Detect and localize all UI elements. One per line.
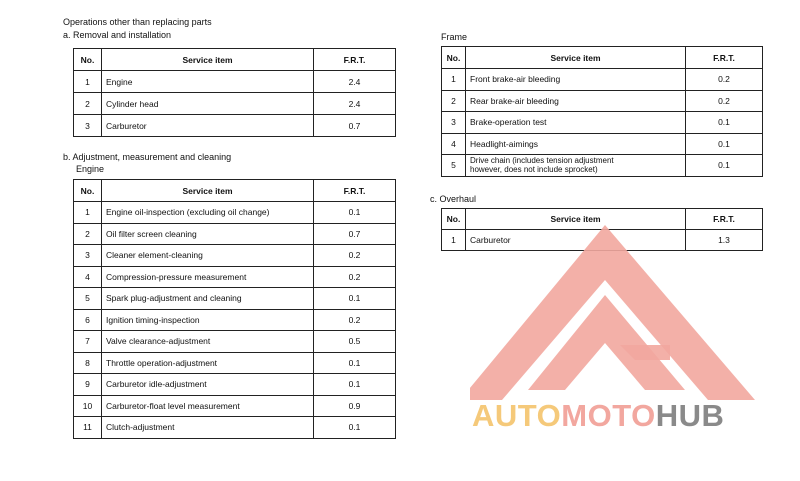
table-row [74, 352, 396, 374]
frt-value: 0.2 [314, 309, 396, 331]
table-row [442, 155, 763, 177]
frt-value: 0.9 [314, 395, 396, 417]
service-item: Engine [102, 71, 314, 93]
logo-triangle-shape [470, 225, 755, 400]
table-row [442, 112, 763, 134]
row-number: 3 [74, 245, 102, 267]
frt-value: 0.1 [686, 112, 763, 134]
row-number: 5 [442, 155, 466, 177]
frt-value: 0.2 [686, 90, 763, 112]
frt-value: 0.1 [314, 352, 396, 374]
row-number: 6 [74, 309, 102, 331]
page-heading: Operations other than replacing parts [63, 17, 212, 27]
service-item: Throttle operation-adjustment [102, 352, 314, 374]
column-header-frt: F.R.T. [314, 180, 396, 202]
frt-value: 2.4 [314, 93, 396, 115]
table-row [74, 288, 396, 310]
row-number: 8 [74, 352, 102, 374]
table-row [74, 417, 396, 439]
frt-value: 1.3 [686, 230, 763, 251]
column-header-service-item: Service item [466, 47, 686, 69]
row-number: 1 [74, 202, 102, 224]
table-row [74, 71, 396, 93]
frt-value: 0.2 [314, 266, 396, 288]
column-header-service-item: Service item [102, 180, 314, 202]
frt-value: 0.2 [686, 69, 763, 91]
frame-title: Frame [441, 32, 468, 42]
removal-installation-table [73, 48, 396, 137]
frt-value: 0.7 [314, 223, 396, 245]
frt-value: 0.1 [686, 133, 763, 155]
row-number: 1 [442, 69, 466, 91]
service-item: Carburetor idle-adjustment [102, 374, 314, 396]
column-header-frt: F.R.T. [686, 209, 763, 230]
watermark-hub: HUB [655, 398, 725, 433]
frt-value: 0.1 [314, 202, 396, 224]
table-row [74, 245, 396, 267]
column-header-service-item: Service item [102, 49, 314, 71]
table-row [442, 133, 763, 155]
frt-value: 2.4 [314, 71, 396, 93]
column-header-no: No. [442, 47, 466, 69]
row-number: 5 [74, 288, 102, 310]
section-a-title: a. Removal and installation [63, 30, 172, 40]
service-item: Ignition timing-inspection [102, 309, 314, 331]
service-item: Carburetor-float level measurement [102, 395, 314, 417]
section-c-title: c. Overhaul [430, 194, 477, 204]
row-number: 3 [74, 115, 102, 137]
table-row [74, 115, 396, 137]
column-header-no: No. [442, 209, 466, 230]
table-row [74, 223, 396, 245]
service-item: Engine oil-inspection (excluding oil change) [102, 202, 314, 224]
row-number: 2 [442, 90, 466, 112]
section-b-title: b. Adjustment, measurement and cleaning [63, 152, 232, 162]
table-row [442, 69, 763, 91]
service-item: Oil filter screen cleaning [102, 223, 314, 245]
section-b-subtitle: Engine [76, 164, 105, 174]
frt-value: 0.1 [686, 155, 763, 177]
frt-value: 0.1 [314, 288, 396, 310]
row-number: 3 [442, 112, 466, 134]
service-item: Rear brake-air bleeding [466, 90, 686, 112]
row-number: 2 [74, 223, 102, 245]
row-number: 1 [74, 71, 102, 93]
table-row [74, 309, 396, 331]
table-row [74, 374, 396, 396]
service-item: Carburetor [102, 115, 314, 137]
row-number: 1 [442, 230, 466, 251]
table-row [74, 93, 396, 115]
table-row [74, 331, 396, 353]
frt-value: 0.2 [314, 245, 396, 267]
service-item: Front brake-air bleeding [466, 69, 686, 91]
row-number: 4 [442, 133, 466, 155]
row-number: 10 [74, 395, 102, 417]
row-number: 9 [74, 374, 102, 396]
row-number: 2 [74, 93, 102, 115]
service-item: Headlight-aimings [466, 133, 686, 155]
frt-value: 0.7 [314, 115, 396, 137]
service-item: Valve clearance-adjustment [102, 331, 314, 353]
service-item: Cleaner element-cleaning [102, 245, 314, 267]
service-item: Cylinder head [102, 93, 314, 115]
service-item: Compression-pressure measurement [102, 266, 314, 288]
row-number: 11 [74, 417, 102, 439]
frt-value: 0.1 [314, 417, 396, 439]
frt-value: 0.5 [314, 331, 396, 353]
column-header-no: No. [74, 180, 102, 202]
service-item: Clutch-adjustment [102, 417, 314, 439]
column-header-no: No. [74, 49, 102, 71]
service-item: Brake-operation test [466, 112, 686, 134]
column-header-frt: F.R.T. [686, 47, 763, 69]
row-number: 7 [74, 331, 102, 353]
service-item: Spark plug-adjustment and cleaning [102, 288, 314, 310]
service-item: Carburetor [466, 230, 686, 251]
frt-value: 0.1 [314, 374, 396, 396]
table-row [74, 202, 396, 224]
watermark-moto: MOTO [561, 398, 656, 433]
row-number: 4 [74, 266, 102, 288]
watermark-text [472, 398, 724, 434]
column-header-service-item: Service item [466, 209, 686, 230]
frame-table [441, 46, 763, 177]
table-row [74, 395, 396, 417]
table-row [442, 90, 763, 112]
service-item: Drive chain (includes tension adjustment however, does not include sprocket) [466, 155, 686, 177]
column-header-frt: F.R.T. [314, 49, 396, 71]
table-row [74, 266, 396, 288]
watermark-auto: AUTO [472, 398, 562, 433]
adjustment-table [73, 179, 396, 439]
